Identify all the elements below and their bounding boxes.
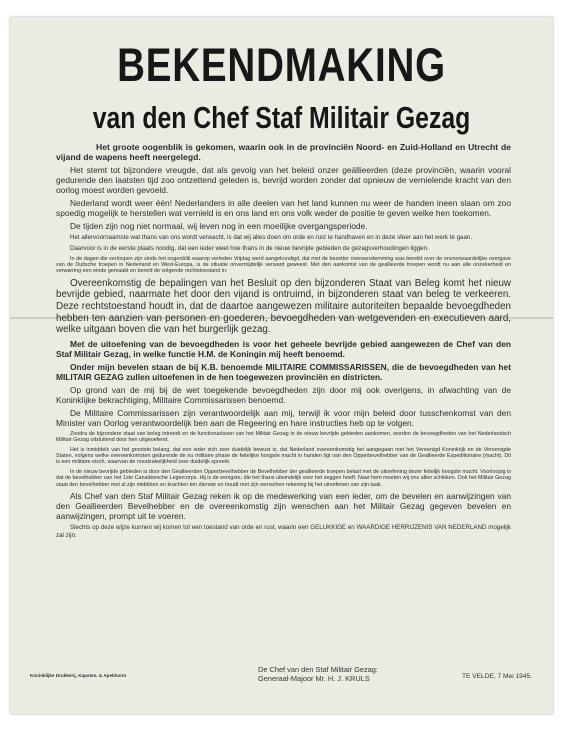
signature-block — [258, 665, 378, 683]
paragraph: De tijden zijn nog niet normaal, wij leven nog in een moeilijke overgangsperiode. — [70, 221, 368, 232]
paragraph: In de nieuw bevrijde gebieden is door den Geallieerden Opperbevelhebber de Bevelhebber der geallieerde troepen belast met de uitoefening dezer feitelijk hoogste macht. Voorloopig is dat de bevelhebber van het 1ste Canadeesche Legercorps. Hij is de eenigste, die het thans uiteindelijk voor het zeggen heeft. Naar hem moeten wij ons allen schikken. Ook het Militair Gezag staat den bevelhebber met al zijn middelen en krachten ten dienste en houdt met zijn wenschen rekening bij het uitoefenen van zijn taak. — [56, 468, 511, 488]
paragraph: Onder mijn bevelen staan de bij K.B. benoemde MILITAIRE COMMISSARISSEN, die de bevoegdheden van het MILITAIR GEZAG zullen uitoefenen in de hen toegewezen provinciën en districten. — [56, 361, 511, 382]
page-title: BEKENDMAKING — [117, 38, 446, 91]
paragraph: Nederland wordt weer één! Nederlanders in alle deelen van het land kunnen nu weer de handen ineen slaan om zoo spoedig mogelijk te herstellen wat vernield is en ons land en ons volk weder de positie te geven welke hen toekomen. — [56, 198, 511, 219]
date-line: TE VELDE, 7 Mei 1945. — [462, 673, 533, 680]
paragraph: Het allervoornaamste wat thans van ons wordt verwacht, is dat wij alles doen om orde en rust te handhaven en in deze sfeer aan het werk te gaan. — [70, 234, 473, 242]
paragraph: Op grond van de mij bij de wet toegekende bevoegdheden zijn door mij ook overigens, in afwachting van de Koninklijke bekrachtiging, Militaire Commissarissen benoemd. — [56, 384, 511, 405]
paragraph: Daarvoor is in de eerste plaats noodig, dat een ieder weet hoe thans in de nieuw bevrijde gebieden de gezagsverhoudingen liggen. — [70, 245, 429, 252]
announcement-body — [56, 142, 511, 542]
printer-credit: Koninklijke Drukkerij, Kapsten. & Apeldoorn — [30, 673, 127, 678]
paragraph: Zoodra de bijzondere staat van beleg intreedt en de functionarissen van het Militair Gezag in de nieuw bevrijde gebieden aankomen, worden de bevoegdheden van het Nederlandsch Militair Gezag uitsluitend door hen uitgeoefend. — [56, 430, 511, 444]
paragraph: Het is inmiddels van het grootste belang, dat een ieder zich zeer duidelijk bewust is, dat Nederland overeenkomstig het aangegaan met het Vereenigd Koninkrijk en de Vereenigde Staten, volgens welke overeenkomsten gedurende de nu militaire phase de feitelijke hoogste macht in handen ligt van den Opperbevelhebber van de Geallieerde Expeditionaire (macht). Dit is een militaire eisch, waarvan de noodzakelijkheid zeer duidelijk spreekt. — [56, 446, 511, 466]
paragraph: Slechts op deze wijze kunnen wij komen tot een toestand van orde en rust, waarin een GELUKKIGE en WAARDIGE HERRIJZENIS VAN NEDERLAND mogelijk zal zijn. — [56, 524, 511, 539]
paragraph: Met de uitoefening van de bevoegdheden is voor het geheele bevrijde gebied aangewezen de Chef van den Staf Militair Gezag, in welke functie H.M. de Koningin mij heeft benoemd. — [56, 338, 511, 359]
paragraph: Het groote oogenblik is gekomen, waarin ook in de provinciën Noord- en Zuid-Holland en Utrecht de vijand de wapens heeft neergelegd. — [56, 142, 511, 163]
paragraph: Overeenkomstig de bepalingen van het Besluit op den bijzonderen Staat van Beleg komt het nieuw bevrijde gebied, naarmate het door den vijand is ontruimd, in bijzonderen staat van beleg te verkeeren. Deze rechtstoestand houdt in, dat de daartoe aangewezen militaire autoriteiten bepaalde bevoegdheden hebben ten aanzien van personen en goederen, bevoegdheden van wetgevenden en executieven aard, welke uitgaan boven die van het burgerlijk gezag. — [56, 277, 511, 336]
paragraph: Het stemt tot bijzondere vreugde, dat als gevolg van het beleid onzer geällieerden (deze provinciën, waarin vooral gedurende den laatsten tijd zoo ontzettend geleden is, bevrijd worden zonder dat opnieuw de vernielende kracht van den oorlog moest worden gevoeld. — [56, 165, 511, 196]
paragraph: In de dagen die verloopen zijn sinds het oogenblik waarop verleden Vrijdag werd aangekondigd, dat met de bezetter overeenstemming was bereikt over de onvoorwaardelijke overgave van de Duitsche troepen in Nederland en West-Europa, is de situatie onvermijdelijk verward geweest. Met den aankomst van de geallieerde troepen wordt nu aan alle onzekerheid en verwarring een einde gemaakt en bereid de volgende rechtstoestand in: — [56, 255, 511, 275]
paragraph: Als Chef van den Staf Militair Gezag reken ik op de medewerking van een ieder, om de bevelen en aanwijzingen van den Geallieerden Bevelhebber en de overeenkomstig zijn wenschen aan het Militair Gezag gegeven bevelen en aanwijzingen, prompt uit te voeren. — [56, 491, 511, 522]
paragraph: De Militaire Commissarissen zijn verantwoordelijk aan mij, terwijl ik voor mijn beleid door tusschenkomst van den Minister van Oorlog verantwoordelijk ben aan de Regeering en hare instructies heb op te volgen. — [56, 407, 511, 428]
signature-line-1: De Chef van den Staf Militair Gezag: — [258, 665, 378, 674]
page-subtitle: van den Chef Staf Militair Gezag — [92, 100, 471, 135]
signature-line-2: Generaal-Majoor Mr. H. J. KRULS — [258, 674, 370, 683]
poster-sheet — [10, 17, 553, 714]
